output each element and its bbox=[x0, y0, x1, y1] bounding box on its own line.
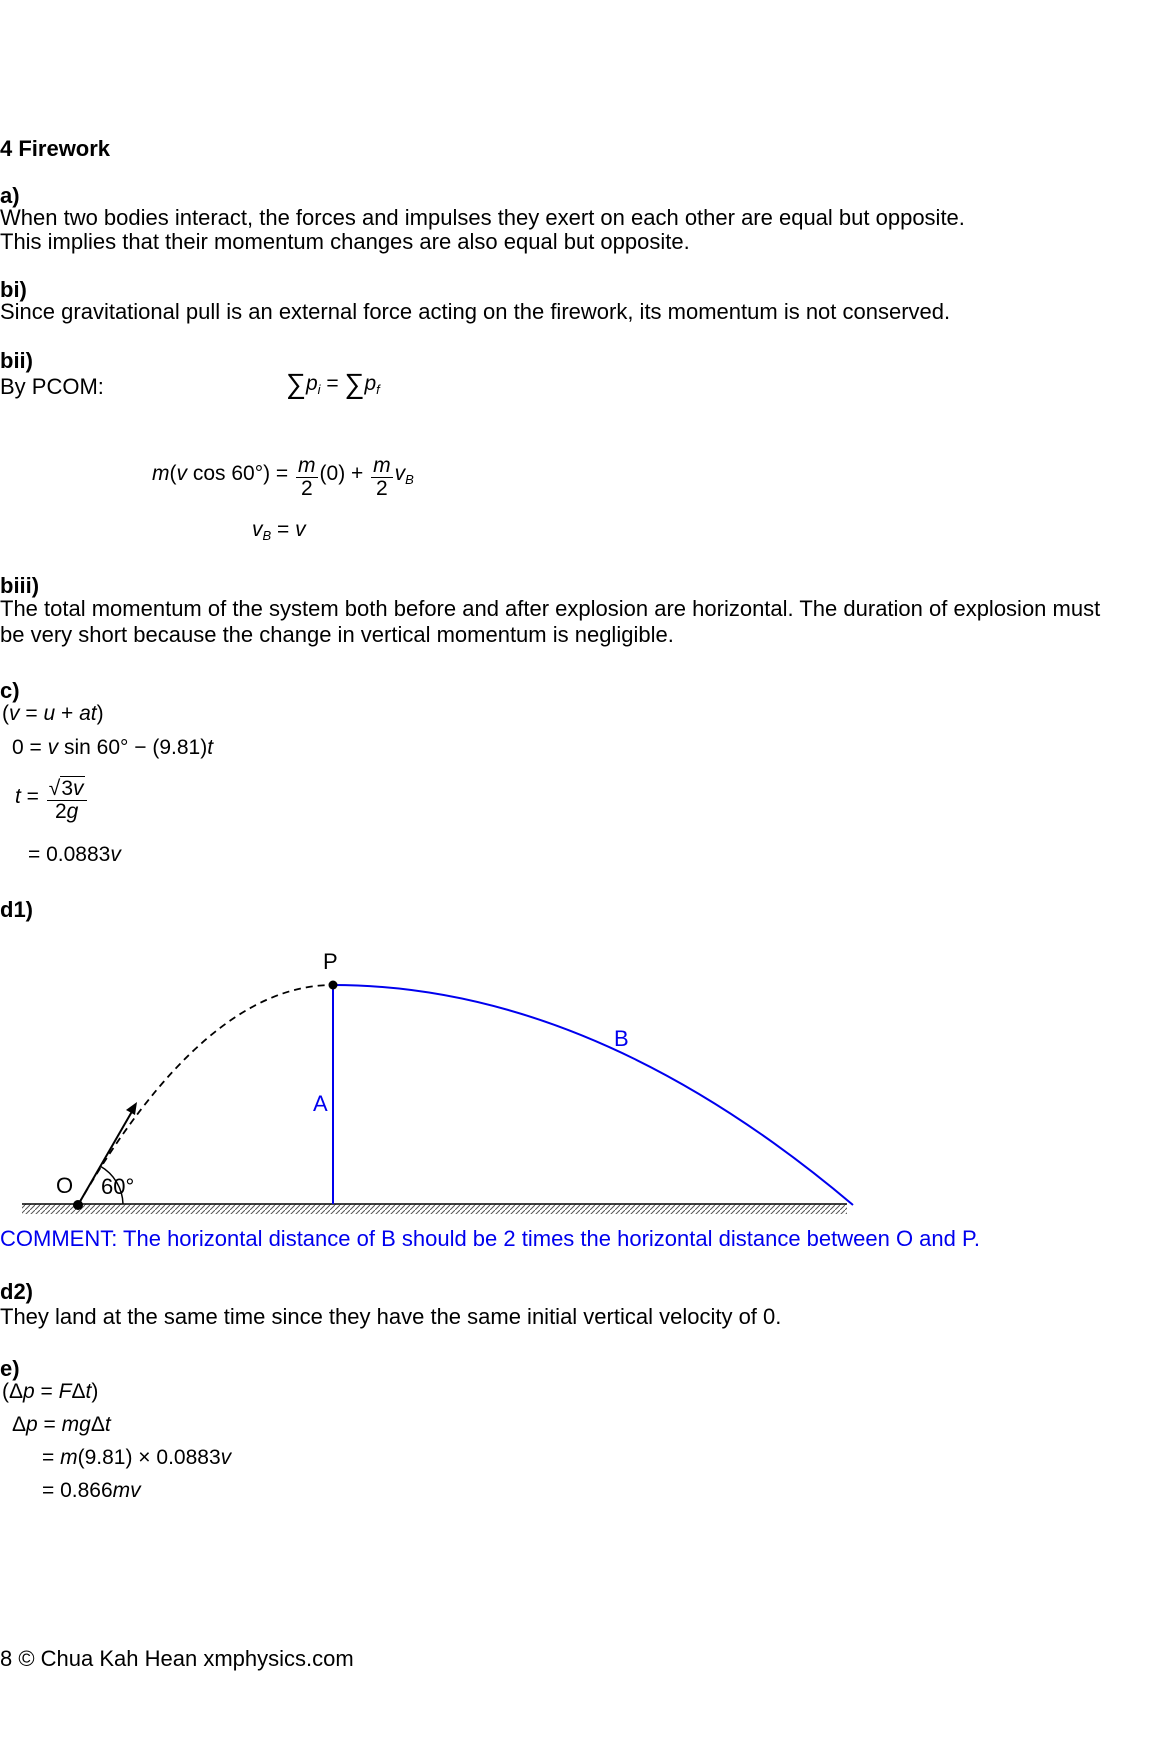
answer-d2: They land at the same time since they have the same initial vertical velocity of 0. bbox=[0, 1304, 782, 1329]
heading-e: e) bbox=[0, 1356, 20, 1381]
answer-a-line2: This implies that their momentum changes are also equal but opposite. bbox=[0, 229, 690, 254]
impulse-substitution: = m(9.81) × 0.0883v bbox=[42, 1446, 232, 1469]
page-title: 4 Firework bbox=[0, 136, 111, 161]
time-result: = 0.0883v bbox=[28, 843, 121, 866]
heading-bii: bii) bbox=[0, 348, 33, 373]
momentum-equation: m(v cos 60°) = $\frac{m}{2}$ (0) + $\frac{m}{2}$ $v_B$ bbox=[152, 454, 414, 500]
label-angle: 60° bbox=[101, 1174, 135, 1199]
comment: COMMENT: The horizontal distance of B should be 2 times the horizontal distance between O and P. bbox=[0, 1226, 980, 1251]
heading-c: c) bbox=[0, 678, 20, 703]
impulse-formula: (Δp = FΔt) bbox=[2, 1380, 99, 1403]
ground-hatching bbox=[22, 1204, 847, 1214]
impulse-result: = 0.866mv bbox=[42, 1479, 141, 1502]
impulse-equation: Δp = mgΔt bbox=[12, 1413, 111, 1436]
label-o: O bbox=[56, 1173, 74, 1198]
label-b: B bbox=[614, 1026, 629, 1051]
arrowhead bbox=[126, 1102, 137, 1115]
answer-a-line1: When two bodies interact, the forces and impulses they exert on each other are equal but opposite. bbox=[0, 205, 965, 230]
pcom-label: By PCOM: bbox=[0, 374, 104, 399]
answer-biii-line2: be very short because the change in vertical momentum is negligible. bbox=[0, 622, 674, 647]
page-footer: 8 © Chua Kah Hean xmphysics.com bbox=[0, 1646, 354, 1671]
dashed-trajectory bbox=[78, 985, 333, 1205]
trajectory-diagram bbox=[0, 935, 870, 1225]
answer-biii-line1: The total momentum of the system both before and after explosion are horizontal. The duration of explosion must bbox=[0, 596, 1101, 621]
label-a: A bbox=[313, 1091, 328, 1116]
heading-d2: d2) bbox=[0, 1279, 33, 1304]
time-coefficient: 0.0883 bbox=[46, 843, 111, 866]
vertical-equation: 0 = v sin 60° − (9.81)t bbox=[12, 736, 214, 759]
point-p bbox=[329, 981, 338, 990]
answer-bi: Since gravitational pull is an external force acting on the firework, its momentum is not conserved. bbox=[0, 299, 951, 324]
path-b bbox=[333, 985, 853, 1205]
time-fraction: t = $\frac{√3v}{2g}$ bbox=[15, 778, 89, 823]
point-o bbox=[73, 1200, 83, 1210]
impulse-coefficient: 0.866 bbox=[60, 1479, 113, 1502]
label-p: P bbox=[323, 949, 338, 974]
heading-a: a) bbox=[0, 183, 20, 208]
heading-biii: biii) bbox=[0, 573, 40, 598]
vb-result: $v_B = v$ bbox=[252, 518, 306, 543]
kinematics-formula: (v = u + at) bbox=[2, 702, 104, 725]
heading-d1: d1) bbox=[0, 897, 33, 922]
heading-bi: bi) bbox=[0, 277, 27, 302]
pcom-equation: $\sum p_i = \sum p_f$ bbox=[286, 368, 380, 399]
